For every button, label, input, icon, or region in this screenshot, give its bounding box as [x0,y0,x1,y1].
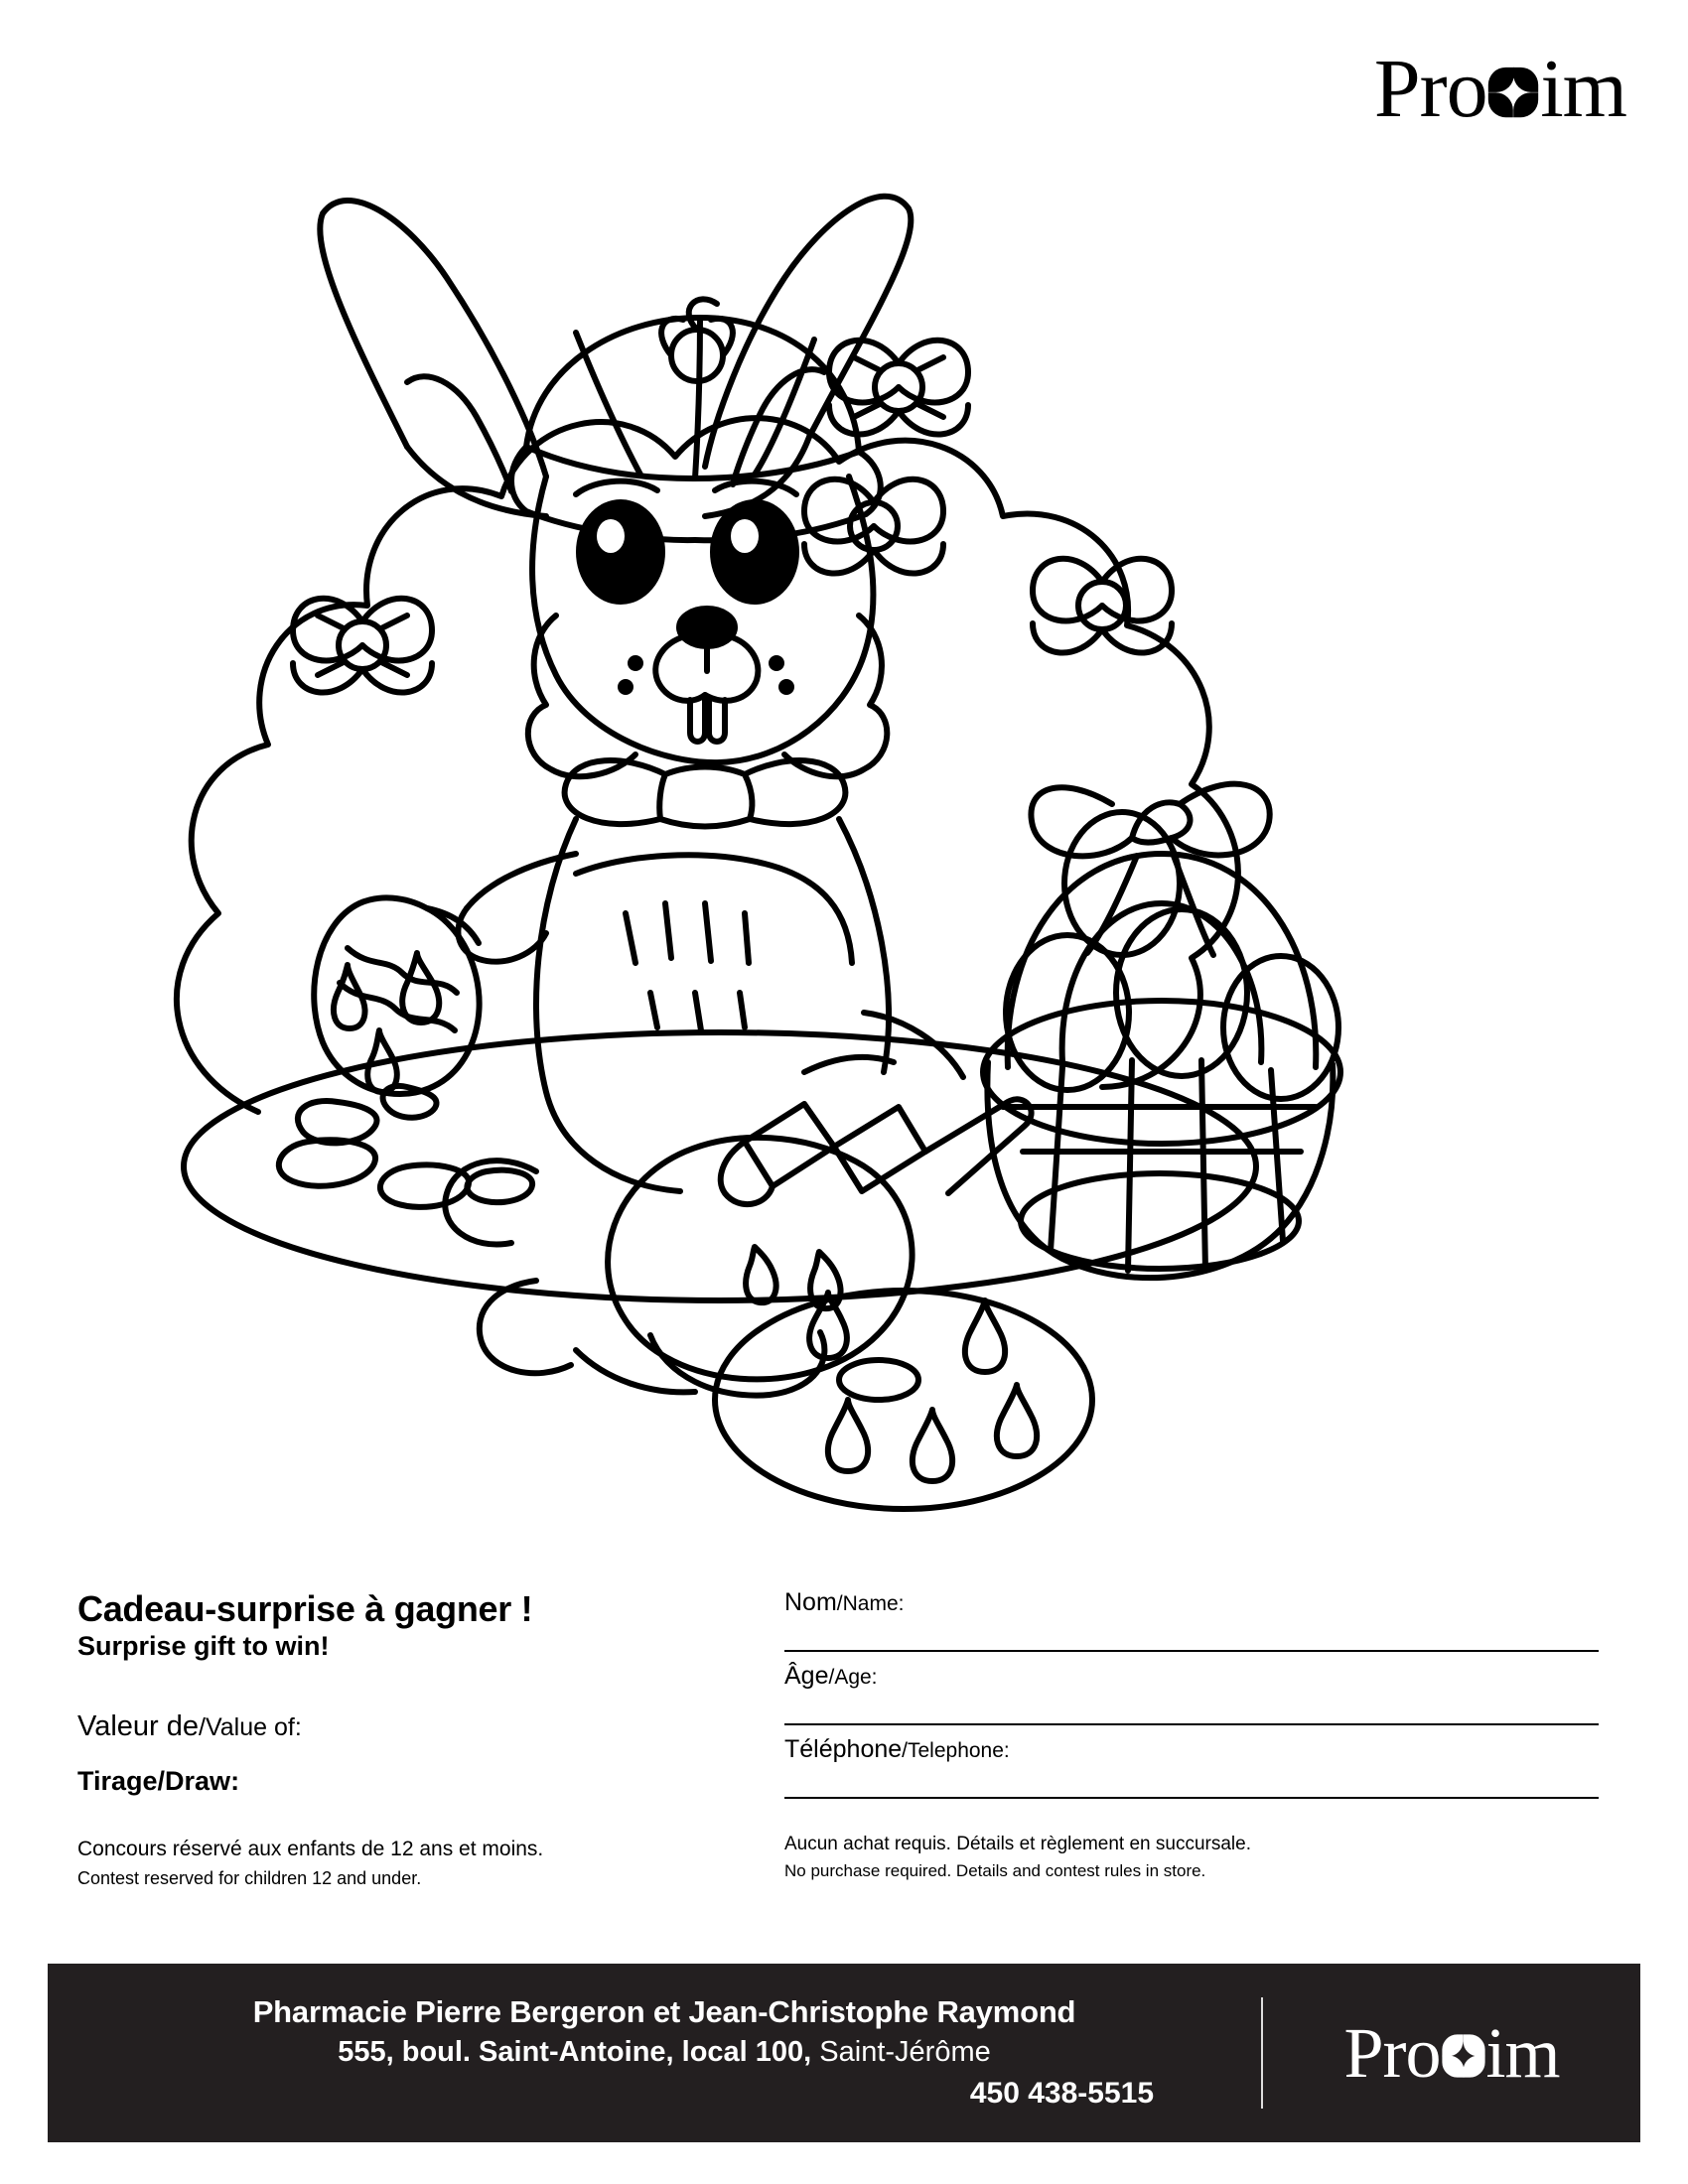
field-phone-input[interactable] [784,1797,1599,1799]
field-name-label-en: /Name: [836,1592,905,1615]
footer-divider [1261,1997,1263,2109]
pharmacy-address-line [87,2034,1241,2072]
field-age-label [784,1662,1599,1691]
field-age-input[interactable] [784,1723,1599,1725]
logo-text-before: Pro [1373,43,1487,135]
field-name[interactable] [784,1588,1599,1662]
logo-text-after: im [1540,43,1626,135]
pharmacy-address: 555, boul. Saint-Antoine, local 100, [338,2036,812,2069]
value-label-en: /Value of: [199,1713,302,1742]
prize-title: Cadeau-surprise à gagner ! [77,1588,533,1629]
proxim-footer-logo [1263,2013,1640,2093]
rules-text-fr: Concours réservé aux enfants de 12 ans et moins. [77,1838,544,1861]
proxim-x-flower-icon [1441,2034,1485,2079]
field-phone-label-fr: Téléphone [784,1735,903,1763]
value-line [77,1709,773,1744]
footer-banner [48,1964,1640,2142]
pharmacy-info [48,1993,1261,2112]
legal-text-fr: Aucun achat requis. Détails et règlement en succursale. [784,1834,1251,1854]
field-phone-label [784,1735,1599,1764]
field-phone[interactable] [784,1735,1599,1809]
proxim-x-flower-icon [1487,67,1539,118]
field-age-label-en: /Age: [828,1666,878,1689]
prize-subtitle: Surprise gift to win! [77,1631,330,1662]
pharmacy-phone[interactable]: 450 438-5515 [969,2076,1154,2110]
field-age[interactable] [784,1662,1599,1735]
field-name-label-fr: Nom [784,1588,837,1616]
value-label-fr: Valeur de [77,1710,199,1743]
field-phone-label-en: /Telephone: [902,1739,1010,1762]
footer-logo-text-before: Pro [1343,2013,1441,2093]
contest-info-section [0,1588,1688,1906]
entry-form [784,1588,1599,1882]
easter-bunny-coloring-illustration [109,119,1420,1559]
draw-label: Tirage/Draw: [77,1766,240,1797]
legal-text-en: No purchase required. Details and contest rules in store. [784,1860,1206,1880]
prize-details [77,1588,773,1890]
pharmacy-name: Pharmacie Pierre Bergeron et Jean-Christophe Raymond [252,1994,1076,2030]
pharmacy-city: Saint-Jérôme [819,2036,991,2069]
footer-logo-text-after: im [1485,2013,1560,2093]
field-age-label-fr: Âge [784,1662,829,1690]
rules-text-en: Contest reserved for children 12 and under. [77,1868,422,1889]
field-name-input[interactable] [784,1650,1599,1652]
field-name-label [784,1588,1599,1617]
